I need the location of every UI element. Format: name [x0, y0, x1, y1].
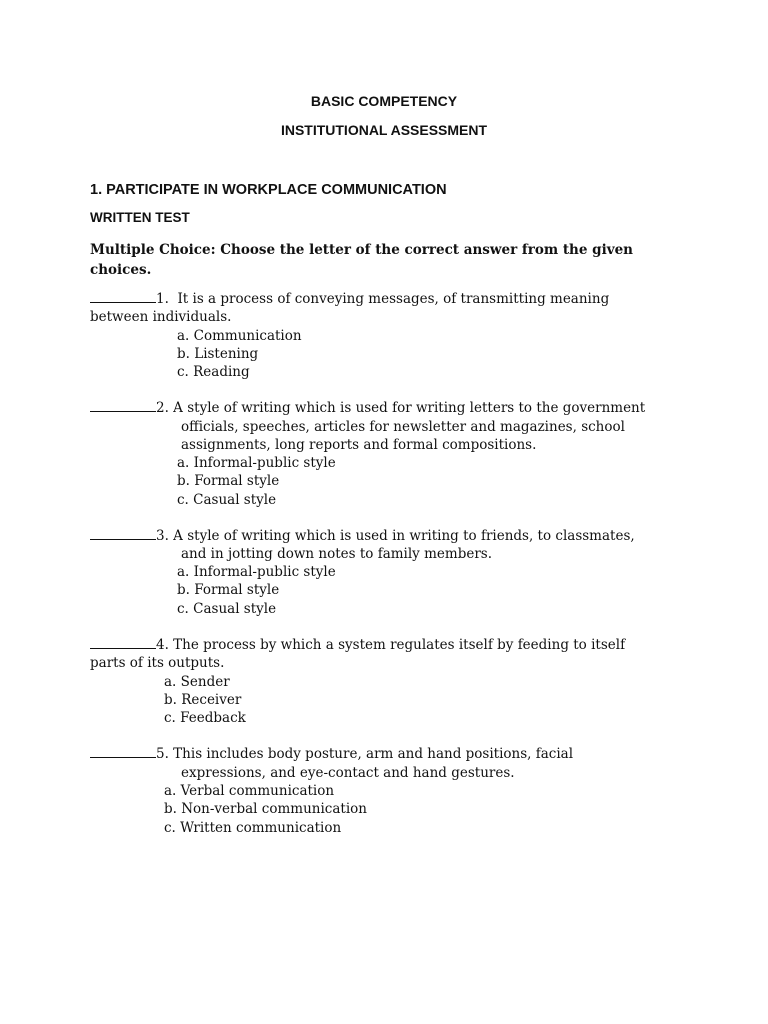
- choice-b: b. Formal style: [177, 582, 280, 598]
- document-subtitle: INSTITUTIONAL ASSESSMENT: [280, 122, 488, 138]
- instructions: Multiple Choice: Choose the letter of the correct answer from the given choices.: [90, 242, 633, 278]
- choice-a: a. Informal-public style: [177, 455, 336, 471]
- question-text-continued: parts of its outputs.: [90, 655, 225, 671]
- question-1-stem: [90, 290, 609, 308]
- question-text-continued: assignments, long reports and formal compositions.: [181, 437, 537, 453]
- test-type-heading: WRITTEN TEST: [90, 210, 190, 225]
- question-text: The process by which a system regulates itself by feeding to itself: [168, 637, 626, 653]
- choice-c: c. Casual style: [177, 492, 277, 508]
- choice-b: b. Listening: [177, 346, 259, 362]
- choice-b: b. Non-verbal communication: [164, 801, 367, 817]
- question-text: This includes body posture, arm and hand positions, facial: [168, 746, 574, 762]
- question-4-stem: [90, 636, 625, 654]
- question-text-continued: and in jotting down notes to family members.: [181, 546, 492, 562]
- question-number: 5.: [156, 746, 169, 762]
- choice-a: a. Informal-public style: [177, 564, 336, 580]
- question-number: 4.: [156, 637, 169, 653]
- choice-a: a. Communication: [177, 328, 302, 344]
- answer-blank: [90, 745, 156, 758]
- answer-blank: [90, 399, 156, 412]
- section-heading: 1. PARTICIPATE IN WORKPLACE COMMUNICATION: [90, 182, 447, 198]
- question-2-stem: [90, 399, 645, 417]
- question-text-continued: officials, speeches, articles for newsletter and magazines, school: [181, 419, 625, 435]
- choice-a: a. Verbal communication: [164, 783, 335, 799]
- question-text: It is a process of conveying messages, of transmitting meaning: [168, 291, 610, 307]
- choice-b: b. Receiver: [164, 692, 242, 708]
- choice-a: a. Sender: [164, 674, 230, 690]
- question-5-stem: [90, 745, 573, 763]
- choice-c: c. Written communication: [164, 820, 342, 836]
- question-text: A style of writing which is used for writing letters to the government: [168, 400, 646, 416]
- question-text: A style of writing which is used in writing to friends, to classmates,: [168, 528, 635, 544]
- choice-c: c. Casual style: [177, 601, 277, 617]
- question-3-stem: [90, 527, 635, 545]
- question-number: 2.: [156, 400, 169, 416]
- answer-blank: [90, 290, 156, 303]
- question-text-continued: expressions, and eye-contact and hand gestures.: [181, 765, 515, 781]
- question-text-continued: between individuals.: [90, 309, 232, 325]
- answer-blank: [90, 636, 156, 649]
- choice-c: c. Reading: [177, 364, 250, 380]
- choice-b: b. Formal style: [177, 473, 280, 489]
- question-number: 1.: [156, 291, 169, 307]
- document-title: BASIC COMPETENCY: [310, 93, 458, 109]
- question-number: 3.: [156, 528, 169, 544]
- choice-c: c. Feedback: [164, 710, 246, 726]
- answer-blank: [90, 527, 156, 540]
